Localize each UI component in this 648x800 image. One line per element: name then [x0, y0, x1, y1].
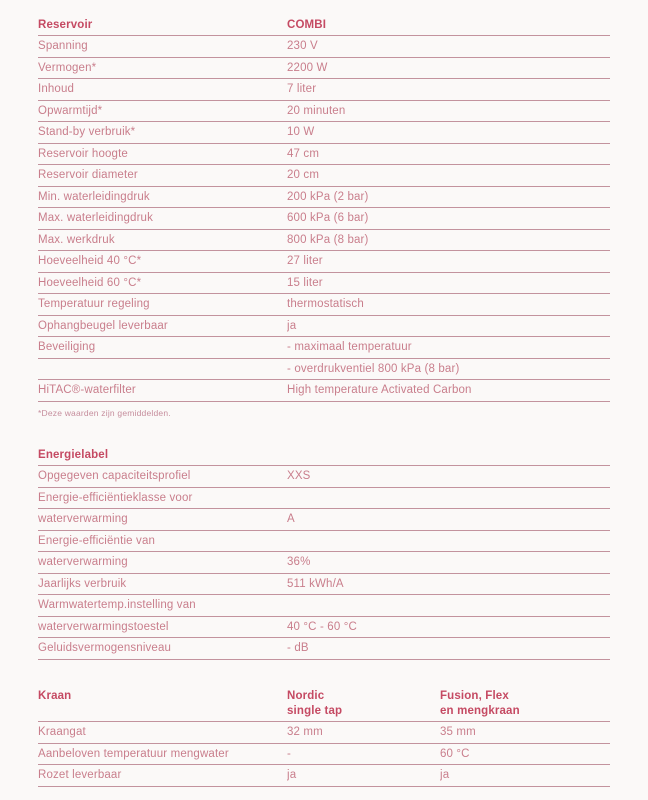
- row-value-1: 600 kPa (6 bar): [287, 212, 369, 225]
- row-label: Ophangbeugel leverbaar: [38, 319, 168, 332]
- table-title-energielabel: Energielabel: [38, 448, 109, 461]
- table-row: [38, 58, 610, 80]
- table-row: [38, 531, 610, 553]
- table-title-kraan: Kraan: [38, 690, 72, 702]
- table-row: [38, 466, 610, 488]
- table-row: [38, 638, 610, 660]
- table-row: [38, 617, 610, 639]
- row-label: waterverwarming: [38, 556, 128, 569]
- row-label: waterverwarming: [38, 513, 128, 526]
- row-value-1: High temperature Activated Carbon: [287, 384, 472, 397]
- table-row: [38, 187, 610, 209]
- row-label: Aanbeloven temperatuur mengwater: [38, 747, 229, 760]
- row-label: Rozet leverbaar: [38, 769, 122, 782]
- column-header-1: Nordic single tap: [287, 690, 343, 717]
- row-value-1: 40 °C - 60 °C: [287, 620, 357, 633]
- table-row: [38, 488, 610, 510]
- row-label: Hoeveelheid 60 °C*: [38, 276, 142, 289]
- table-row: [38, 744, 610, 766]
- row-label: Max. werkdruk: [38, 233, 115, 246]
- table-row: [38, 574, 610, 596]
- table-row: [38, 337, 610, 359]
- row-value-1: -: [287, 747, 291, 760]
- row-label: waterverwarmingstoestel: [38, 620, 169, 633]
- row-value-1: 511 kWh/A: [287, 577, 344, 590]
- row-label: Beveiliging: [38, 341, 96, 354]
- table-row: [38, 316, 610, 338]
- row-value-1: XXS: [287, 470, 311, 483]
- table-row: [38, 722, 610, 744]
- row-value-1: A: [287, 513, 295, 526]
- row-label: Opgegeven capaciteitsprofiel: [38, 470, 191, 483]
- table-row: [38, 101, 610, 123]
- table-kraan: [38, 682, 610, 787]
- row-value-1: 36%: [287, 556, 311, 569]
- row-label: Geluidsvermogensniveau: [38, 642, 172, 655]
- row-label: Reservoir hoogte: [38, 147, 128, 160]
- row-value-1: 47 cm: [287, 147, 320, 160]
- table-header-kraan: [38, 682, 610, 722]
- row-value-2: ja: [440, 769, 450, 782]
- row-value-1: 15 liter: [287, 276, 323, 289]
- row-value-1: 230 V: [287, 40, 318, 53]
- table-row: [38, 144, 610, 166]
- row-value-1: 32 mm: [287, 726, 323, 739]
- row-value-1: 20 minuten: [287, 104, 346, 117]
- row-label: Temperatuur regeling: [38, 298, 150, 311]
- column-header-1: COMBI: [287, 18, 327, 31]
- row-label: Max. waterleidingdruk: [38, 212, 154, 225]
- row-label: Vermogen*: [38, 61, 97, 74]
- row-label: Warmwatertemp.instelling van: [38, 599, 196, 612]
- row-label: HiTAC®-waterfilter: [38, 384, 136, 397]
- table-row: [38, 595, 610, 617]
- row-value-1: 27 liter: [287, 255, 323, 268]
- row-label: Hoeveelheid 40 °C*: [38, 255, 142, 268]
- row-label: Energie-efficiëntieklasse voor: [38, 491, 193, 504]
- table-row: [38, 79, 610, 101]
- table-reservoir: [38, 14, 610, 418]
- row-value-1: - dB: [287, 642, 309, 655]
- row-value-1: thermostatisch: [287, 298, 364, 311]
- row-value-1: 800 kPa (8 bar): [287, 233, 369, 246]
- row-value-2: 35 mm: [440, 726, 476, 739]
- row-value-1: - overdrukventiel 800 kPa (8 bar): [287, 362, 460, 375]
- row-label: Jaarlijks verbruik: [38, 577, 127, 590]
- table-title-reservoir: Reservoir: [38, 18, 93, 31]
- table-row: [38, 380, 610, 402]
- table-row: [38, 765, 610, 787]
- table-row: [38, 251, 610, 273]
- row-label: Reservoir diameter: [38, 169, 138, 182]
- table-header-energielabel: [38, 444, 610, 466]
- table-row: [38, 273, 610, 295]
- row-label: Energie-efficiëntie van: [38, 534, 156, 547]
- row-value-1: 20 cm: [287, 169, 320, 182]
- table-footnote: *Deze waarden zijn gemiddelden.: [38, 407, 171, 418]
- row-value-1: ja: [287, 319, 297, 332]
- row-label: Stand-by verbruik*: [38, 126, 136, 139]
- table-energielabel: [38, 444, 610, 660]
- row-value-1: 10 W: [287, 126, 315, 139]
- row-label: Spanning: [38, 40, 88, 53]
- table-row: [38, 208, 610, 230]
- row-value-1: 200 kPa (2 bar): [287, 190, 369, 203]
- table-row: [38, 165, 610, 187]
- table-row: [38, 294, 610, 316]
- row-value-1: 2200 W: [287, 61, 328, 74]
- table-row: [38, 122, 610, 144]
- row-label: Min. waterleidingdruk: [38, 190, 150, 203]
- table-row: [38, 230, 610, 252]
- row-value-1: 7 liter: [287, 83, 317, 96]
- row-value-2: 60 °C: [440, 747, 470, 760]
- column-header-2: Fusion, Flex en mengkraan: [440, 690, 520, 717]
- row-label: Opwarmtijd*: [38, 104, 103, 117]
- table-row: [38, 509, 610, 531]
- row-value-1: ja: [287, 769, 297, 782]
- row-label: Kraangat: [38, 726, 86, 739]
- table-row: [38, 359, 610, 381]
- row-label: Inhoud: [38, 83, 75, 96]
- table-row: [38, 552, 610, 574]
- table-row: [38, 36, 610, 58]
- row-value-1: - maximaal temperatuur: [287, 341, 412, 354]
- table-header-reservoir: [38, 14, 610, 36]
